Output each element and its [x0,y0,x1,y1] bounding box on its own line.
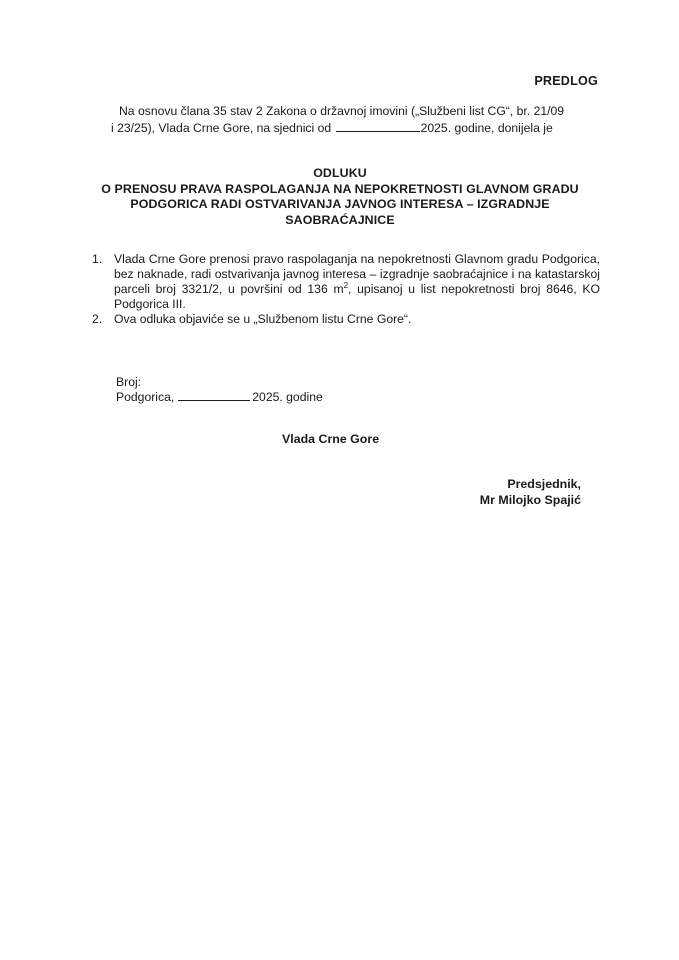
signatory-name: Mr Milojko Spajić [479,493,581,507]
item-text: Ova odluka objaviće se u „Službenom listu Crne Gore“. [114,312,412,326]
preamble [113,103,599,137]
proposal-label: PREDLOG [534,74,598,88]
title-line-2: O PRENOSU PRAVA RASPOLAGANJA NA NEPOKRETNOSTI GLAVNOM GRADU [101,181,579,196]
list-item [92,312,600,327]
item-text [114,252,600,312]
item-text-part: Vlada Crne Gore prenosi pravo raspolaganja na nepokretnosti Glavnom gradu Podgorica, bez naknade, radi ostvarivanja javnog interesa – izgradnje saobraćajnice i na katastarskoj parceli broj 3321/2, u površini od 136 m [114,252,600,296]
signatory-title: Predsjednik, [507,477,581,491]
preamble-line-2-end: 2025. godine, donijela je [420,121,553,135]
government-name: Vlada Crne Gore [282,432,380,446]
place-name: Podgorica, [116,390,175,404]
decision-items [92,252,600,327]
place-date-line [116,389,323,405]
title-line-4: SAOBRAĆAJNICE [285,212,395,227]
preamble-line-2-start: i 23/25), Vlada Crne Gore, na sjednici od [111,121,332,135]
date-blank [178,390,250,401]
preamble-line-2 [111,120,599,137]
title-line-3: PODGORICA RADI OSTVARIVANJA JAVNOG INTERESA – IZGRADNJE [130,197,550,211]
preamble-line-1: Na osnovu člana 35 stav 2 Zakona o državnoj imovini („Službeni list CG“, br. 21/09 [119,104,565,118]
superscript: 2 [343,280,349,290]
title-line-1: ODLUKU [313,166,367,180]
year-text: 2025. godine [252,390,323,404]
item-number: 1. [92,252,103,266]
item-number: 2. [92,312,103,326]
list-item [92,252,600,312]
item-text-part: , upisanoj u list nepokretnosti broj 8646, KO Podgorica III. [114,282,600,311]
session-date-blank [336,121,420,132]
signature-block [480,476,581,508]
decision-title [80,166,600,228]
reference-number-label: Broj: [116,375,142,389]
